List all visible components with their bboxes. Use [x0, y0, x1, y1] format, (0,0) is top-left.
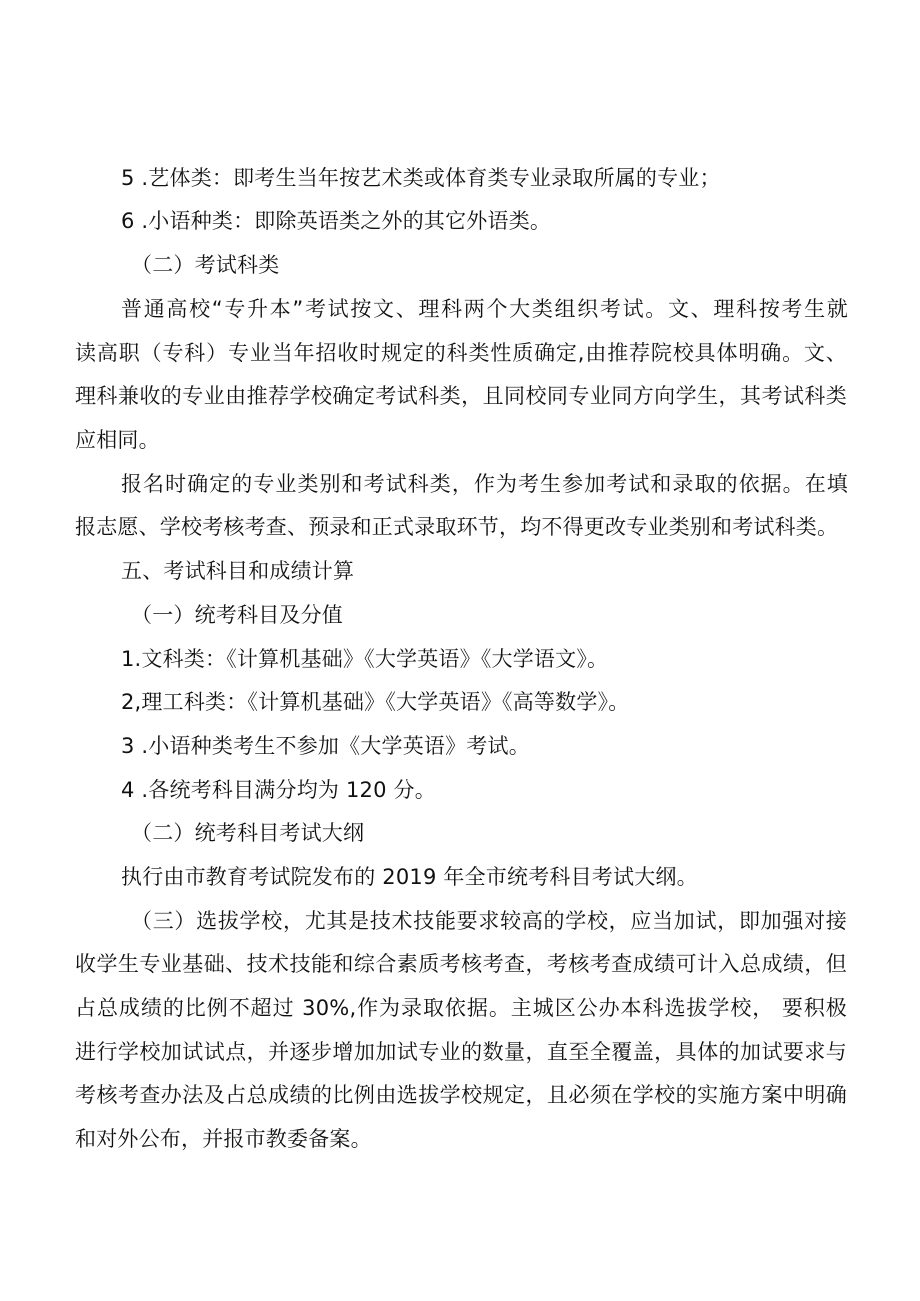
list-item-liberal-arts: 1.文科类：《计算机基础》《大学英语》《大学语文》。	[121, 647, 609, 671]
subsection-heading-unified-subjects: （一）统考科目及分值	[131, 603, 343, 627]
paragraph-line: 报名时确定的专业类别和考试科类，作为考生参加考试和录取的依据。在填	[121, 472, 848, 496]
paragraph-line: 占总成绩的比例不超过 30%,作为录取依据。主城区公办本科选拔学校， 要积极	[75, 996, 847, 1020]
paragraph-line: 读高职（专科）专业当年招收时规定的科类性质确定,由推荐院校具体明确。文、	[75, 341, 847, 365]
paragraph-line: 执行由市教育考试院发布的 2019 年全市统考科目考试大纲。	[121, 865, 698, 889]
list-item-minor-language-exemption: 3 .小语种类考生不参加《大学英语》考试。	[121, 734, 530, 758]
paragraph-line: 理科兼收的专业由推荐学校确定考试科类，且同校同专业同方向学生，其考试科类	[75, 384, 847, 408]
paragraph-line: 应相同。	[75, 428, 160, 452]
paragraph-line: 进行学校加试试点，并逐步增加加试专业的数量，直至全覆盖，具体的加试要求与	[75, 1040, 847, 1064]
list-item-science-engineering: 2,理工科类：《计算机基础》《大学英语》《高等数学》。	[121, 690, 630, 714]
section-heading-subjects-scoring: 五、考试科目和成绩计算	[121, 559, 355, 583]
paragraph-line: （三）选拔学校，尤其是技术技能要求较高的学校，应当加试，即加强对接	[131, 909, 847, 933]
paragraph-line: 收学生专业基础、技术技能和综合素质考核考查，考核考查成绩可计入总成绩，但	[75, 952, 847, 976]
section-heading-exam-categories: （二）考试科类	[131, 253, 280, 277]
paragraph-line: 报志愿、学校考核考查、预录和正式录取环节，均不得更改专业类别和考试科类。	[75, 515, 839, 539]
paragraph-line: 考核考查办法及占总成绩的比例由选拔学校规定，且必须在学校的实施方案中明确	[75, 1083, 847, 1107]
list-item-minor-languages: 6 .小语种类：即除英语类之外的其它外语类。	[121, 209, 552, 233]
subsection-heading-exam-outline: （二）统考科目考试大纲	[131, 821, 365, 845]
list-item-full-score: 4 .各统考科目满分均为 120 分。	[121, 778, 436, 802]
list-item-art-sports: 5 .艺体类：即考生当年按艺术类或体育类专业录取所属的专业；	[121, 166, 721, 190]
paragraph-line: 和对外公布，并报市教委备案。	[75, 1127, 372, 1151]
paragraph-line: 普通高校“专升本”考试按文、理科两个大类组织考试。文、理科按考生就	[121, 297, 848, 321]
